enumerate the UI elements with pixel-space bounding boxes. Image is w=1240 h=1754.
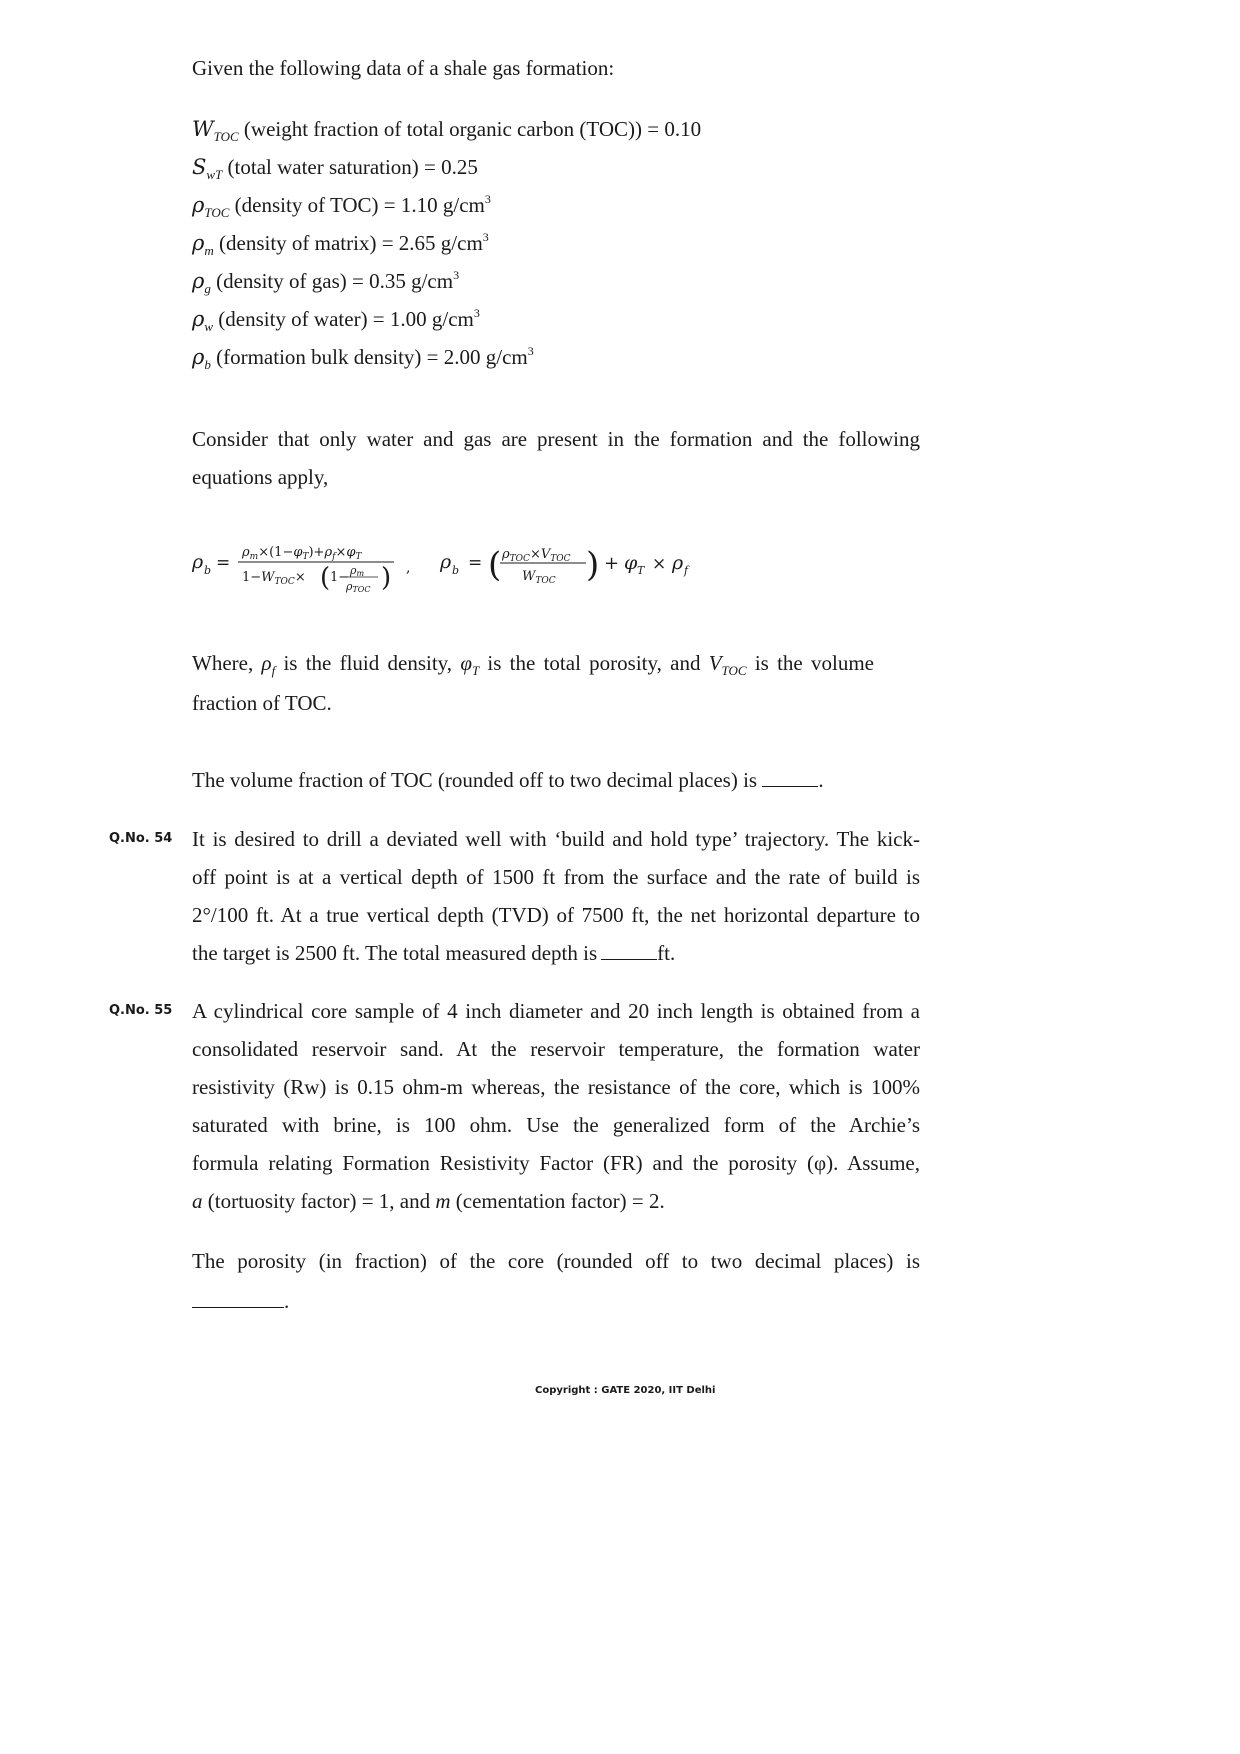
svg-text:1−WTOC×: $1-W_{TOC}\times$: [242, 570, 306, 587]
svg-text:ρ: ρ: [192, 551, 204, 573]
q54-line-1: It is desired to drill a deviated well with ‘build and hold type’ trajectory. The kick-: [192, 827, 920, 851]
svg-text:(: (: [488, 545, 502, 585]
data-line-rho-w: $\rho_w$ (density of water) = 1.00 $g/cm^3$: [192, 306, 480, 334]
q55-question: The porosity (in fraction) of the core (rounded off to two decimal places) is: [192, 1249, 920, 1273]
svg-text:,: ,: [406, 560, 411, 576]
q55-line-2: consolidated reservoir sand. At the reservoir temperature, the formation water: [192, 1037, 920, 1061]
svg-text:×: ×: [652, 554, 667, 574]
svg-text:+: +: [604, 553, 620, 574]
data-line-rho-b: $\rho_b$ (formation bulk density) = 2.00 $g/cm^3$: [192, 344, 534, 372]
q55-line-4: saturated with brine, is 100 ohm. Use the generalized form of the Archie’s: [192, 1113, 920, 1137]
svg-text:ρm×(1−φT)+ρf×φT: $\rho_m\times(1-\varphi_T)+\rho_f\times\varphi_T$: [242, 545, 362, 562]
consider-line-1: Consider that only water and gas are present in the formation and the following: [192, 427, 920, 451]
data-line-swt: $S_{wT}$ (total water saturation) = 0.25: [192, 155, 478, 182]
svg-text:=: =: [216, 553, 231, 573]
svg-text:): ): [586, 545, 600, 585]
svg-text:): ): [381, 563, 392, 593]
q54-line-3: 2°/100 ft. At a true vertical depth (TVD) of 7500 ft, the net horizontal departure to: [192, 903, 920, 927]
svg-text:1−: 1−: [330, 570, 350, 585]
data-line-wtoc: $W_{TOC}$ (weight fraction of total organic carbon (TOC)) = 0.10: [192, 117, 702, 144]
svg-text:T: T: [637, 564, 645, 577]
where-line-1: Where, $\rho_f$ is the fluid density, $\varphi_T$ is the total porosity, and $V_{TOC}$ is the volume: [192, 651, 874, 678]
q55-line-6: a (tortuosity factor) = 1, and m (cementation factor) = 2.: [192, 1189, 665, 1213]
svg-text:f: f: [684, 564, 689, 577]
intro-text: Given the following data of a shale gas formation:: [192, 56, 615, 80]
consider-line-2: equations apply,: [192, 465, 329, 489]
svg-text:(: (: [320, 563, 331, 593]
svg-text:ρm: ρm: [350, 564, 365, 578]
svg-text:ρTOC×VTOC: $\rho_{TOC}\times V_{TOC}$: [502, 547, 571, 564]
where-line-2: fraction of TOC.: [192, 691, 332, 715]
data-line-rho-m: $\rho_m$ (density of matrix) = 2.65 $g/cm^3$: [192, 230, 489, 258]
svg-text:b: b: [452, 564, 460, 577]
q55-answer-line: .: [192, 1282, 289, 1320]
q55-line-5: formula relating Formation Resistivity Factor (FR) and the porosity (φ). Assume,: [192, 1151, 920, 1175]
svg-text:ρ: ρ: [672, 552, 684, 574]
density-equations: [188, 528, 748, 608]
q54-line-4: the target is 2500 ft. The total measured depth is ft.: [192, 941, 676, 965]
question-number-55: Q.No. 55: [109, 1003, 173, 1018]
answer-blank: [762, 766, 818, 787]
q55-line-3: resistivity (Rw) is 0.15 ohm-m whereas, the resistance of the core, which is 100%: [192, 1075, 920, 1099]
svg-text:WTOC: $W_{TOC}$: [522, 569, 556, 586]
answer-blank: [192, 1287, 284, 1308]
question-number-54: Q.No. 54: [109, 831, 173, 846]
q53-question: The volume fraction of TOC (rounded off to two decimal places) is .: [192, 768, 824, 792]
svg-text:=: =: [468, 553, 483, 573]
data-line-rho-g: $\rho_g$ (density of gas) = 0.35 $g/cm^3$: [192, 268, 460, 296]
svg-text:b: b: [204, 564, 212, 577]
svg-text:ρTOC: ρTOC: [346, 580, 371, 594]
q54-line-2: off point is at a vertical depth of 1500 ft from the surface and the rate of build is: [192, 865, 920, 889]
svg-text:ρ: ρ: [440, 551, 452, 573]
data-list: [192, 110, 701, 376]
q55-line-1: A cylindrical core sample of 4 inch diameter and 20 inch length is obtained from a: [192, 999, 920, 1023]
answer-blank: [601, 939, 657, 960]
data-line-rho-toc: $\rho_{TOC}$ (density of TOC) = 1.10 $g/cm^3$: [192, 192, 491, 220]
svg-text:φ: φ: [624, 552, 638, 574]
copyright-footer: Copyright : GATE 2020, IIT Delhi: [535, 1385, 716, 1396]
